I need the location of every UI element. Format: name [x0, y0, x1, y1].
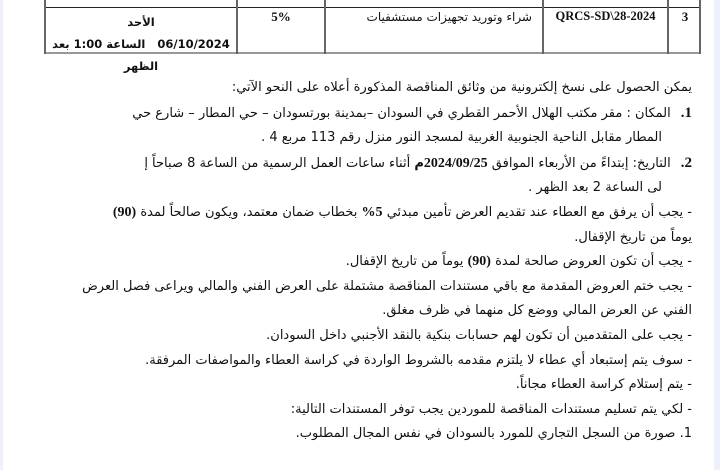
bullet-required-documents: - لكي يتم تسليم مستندات المناقصة للموردين يجب توفر المستندات التالية: [290, 401, 692, 417]
list-item-date [32, 151, 692, 177]
document-requirement-item: 1. صورة من السجل التجاري للمورد بالسودان في نفس المجال المطلوب. [295, 426, 692, 442]
location-text-continued: المطار مقابل الناحية الجنوبية الغربية لمسجد النور منزل رقم 113 مربع 4 . [261, 130, 662, 146]
document-body [32, 76, 692, 447]
bullet-text: - يجب أن يرفق مع العطاء عند تقديم العرض تأمين مبدئي [386, 204, 692, 220]
bullet-guarantee-continued: يوماً من تاريخ الإقفال. [574, 229, 692, 245]
list-item-location [32, 101, 692, 127]
validity-days: (90) [467, 254, 491, 270]
list-number: 2. [680, 154, 692, 171]
bullet-text: - يجب أن تكون العروض صالحة لمدة [495, 254, 692, 270]
table-cell-closing [46, 8, 236, 73]
viewer-right-margin [714, 0, 720, 470]
bullet-sealing: - يجب ختم العروض المقدمة مع باقي مستندات المناقصة مشتملة على العرض الفني والمالي ويراعى فصل العرض [82, 278, 692, 294]
intro-paragraph: يمكن الحصول على نسخ إلكترونية من وثائق المناقصة المذكورة أعلاه على النحو الآتي: [231, 80, 692, 95]
document-page [3, 0, 714, 470]
bullet-free-booklet: - يتم إستلام كراسة العطاء مجاناً. [515, 377, 692, 393]
bullet-sealing-continued: الفني عن العرض المالي ووضع كل منهما في ظرف مغلق. [382, 303, 692, 319]
bullet-guarantee [32, 201, 692, 226]
closing-datetime [46, 33, 236, 77]
guarantee-percent: 5% [361, 204, 383, 220]
date-suffix: م [414, 155, 424, 171]
bullet-exclusion: - سوف يتم إستبعاد أي عطاء لا يلتزم مقدمه بالشروط الواردة في كراسة العطاء والمواصفات المرفقة. [145, 352, 692, 368]
closing-day: الأحد [127, 15, 155, 29]
validity-days: (90) [112, 204, 137, 220]
tender-table [44, 0, 701, 73]
bullet-validity [32, 250, 692, 275]
bullet-text: بخطاب ضمان معتمد، ويكون صالحاً لمدة [140, 204, 358, 220]
table-cell-guarantee: 5% [271, 9, 291, 24]
list-number: 1. [680, 104, 692, 121]
table-cell-title: شراء وتوريد تجهيزات مستشفيات [366, 10, 532, 24]
date-text: التاريخ: إبتداءً من الأربعاء الموافق [491, 155, 671, 171]
table-cell-number: 3 [681, 9, 689, 24]
hours-text-continued: لى الساعة 2 بعد الظهر . [528, 180, 662, 196]
table-cell-reference: QRCS-SD\28-2024 [555, 9, 656, 23]
location-text: المكان : مقر مكتب الهلال الأحمر القطري في السودان –بمدينة بورتسودان – حي المطار – شارع حي [132, 105, 671, 121]
hours-text: أثناء ساعات العمل الرسمية من الساعة 8 صباحاً إ [144, 155, 411, 171]
closing-date: 06/10/2024 [157, 37, 230, 51]
start-date: 2024/09/25 [423, 155, 488, 171]
closing-time: الساعة 1:00 بعد الظهر [52, 37, 159, 73]
bullet-text: يوماً من تاريخ الإقفال. [345, 254, 464, 270]
bullet-bank-accounts: - يجب على المتقدمين أن تكون لهم حسابات بنكية بالنقد الأجنبي داخل السودان. [266, 327, 692, 343]
